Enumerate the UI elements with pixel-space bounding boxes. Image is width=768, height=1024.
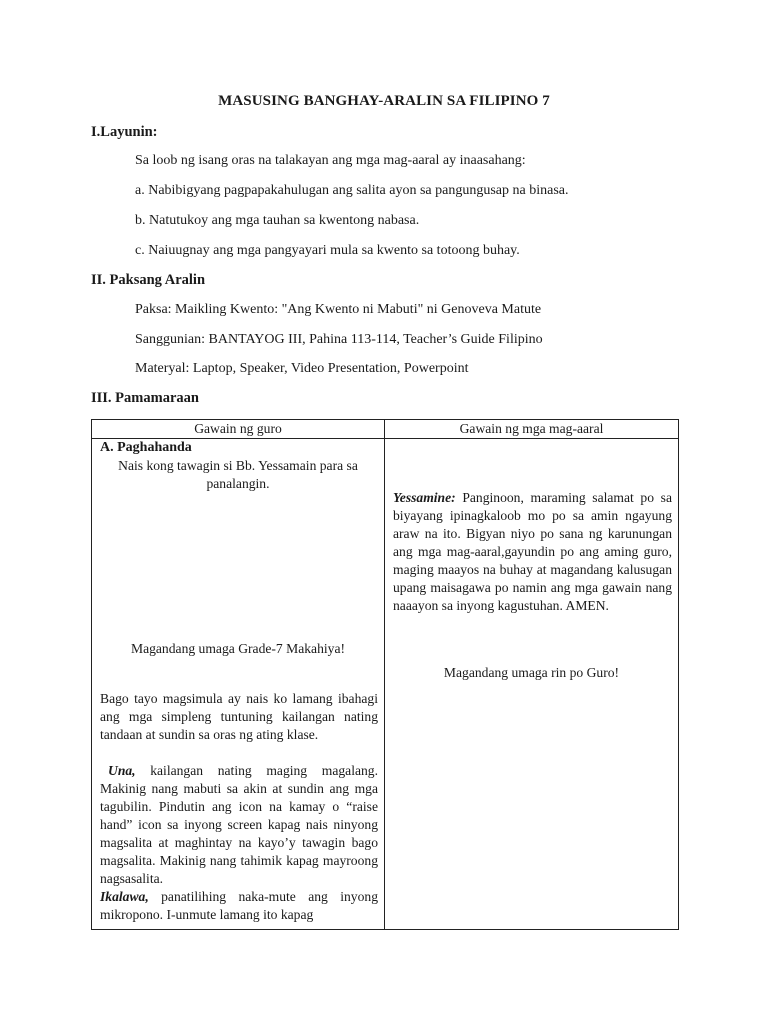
document-title: MASUSING BANGHAY-ARALIN SA FILIPINO 7: [218, 93, 550, 109]
student-prayer: [393, 489, 672, 615]
column-header-teacher: Gawain ng guro: [92, 420, 385, 439]
layunin-item-a: a. Nabibigyang pagpapakahulugan ang salita ayon sa pangungusap na binasa.: [135, 183, 569, 198]
rules-intro: Bago tayo magsimula ay nais ko lamang ibahagi ang mga simpleng tuntuning kailangan nating tandaan at sundin sa oras ng ating klase.: [100, 691, 378, 742]
prayer-text: Panginoon, maraming salamat po sa biyayang ipinagkaloob mo po sa amin ngayung araw na ito. Bigyan niyo po sana ng karunungan ang mga mag-aaral,gayundin po ang aming guro, maging maayos na buhay at magandang kalusugan upang maisagawa po namin ang mga gawain nang naaayon sa inyong kagustuhan. AMEN.: [393, 490, 672, 613]
rule-two: [100, 888, 378, 924]
teacher-greeting: Magandang umaga Grade-7 Makahiya!: [130, 641, 345, 656]
prayer-request: Nais kong tawagin si Bb. Yessamain para sa panalangin.: [118, 458, 358, 491]
column-header-students: Gawain ng mga mag-aaral: [385, 420, 679, 439]
section-label: A. Paghahanda: [100, 440, 192, 455]
layunin-intro: Sa loob ng isang oras na talakayan ang mga mag-aaral ay inaasahang:: [135, 153, 526, 168]
rule-two-text: panatilihing naka-mute ang inyong mikropono. I-unmute lamang ito kapag: [100, 889, 378, 922]
student-greeting-reply: Magandang umaga rin po Guro!: [443, 665, 620, 680]
student-activities-cell: [385, 439, 679, 930]
heading-layunin: I.Layunin:: [91, 124, 158, 140]
teacher-activities-cell: [92, 439, 385, 930]
rule-one-label: Una,: [108, 763, 136, 778]
rule-one: [100, 762, 378, 888]
paksa-line: Paksa: Maikling Kwento: "Ang Kwento ni Mabuti" ni Genoveva Matute: [135, 302, 542, 317]
layunin-item-b: b. Natutukoy ang mga tauhan sa kwentong nabasa.: [135, 213, 420, 228]
layunin-item-c: c. Naiuugnay ang mga pangyayari mula sa kwento sa totoong buhay.: [135, 243, 520, 258]
sanggunian-line: Sanggunian: BANTAYOG III, Pahina 113-114, Teacher’s Guide Filipino: [135, 332, 543, 347]
rule-one-text: kailangan nating maging magalang. Makinig nang mabuti sa akin at sundin ang mga tagubilin. Pindutin ang icon na kamay o “raise hand” icon sa inyong screen kapag nais ninyong magsalita at maghintay na kayo’y tawagin bago magsalita. Makinig nang tahimik kapag mayroong nagsasalita.: [100, 763, 378, 886]
speaker-name: Yessamine:: [393, 490, 456, 505]
rule-two-label: Ikalawa,: [100, 889, 149, 904]
heading-paksang-aralin: II. Paksang Aralin: [91, 272, 206, 288]
materyal-line: Materyal: Laptop, Speaker, Video Presentation, Powerpoint: [135, 361, 469, 376]
procedure-table: [91, 419, 679, 930]
heading-pamamaraan: III. Pamamaraan: [91, 390, 199, 406]
